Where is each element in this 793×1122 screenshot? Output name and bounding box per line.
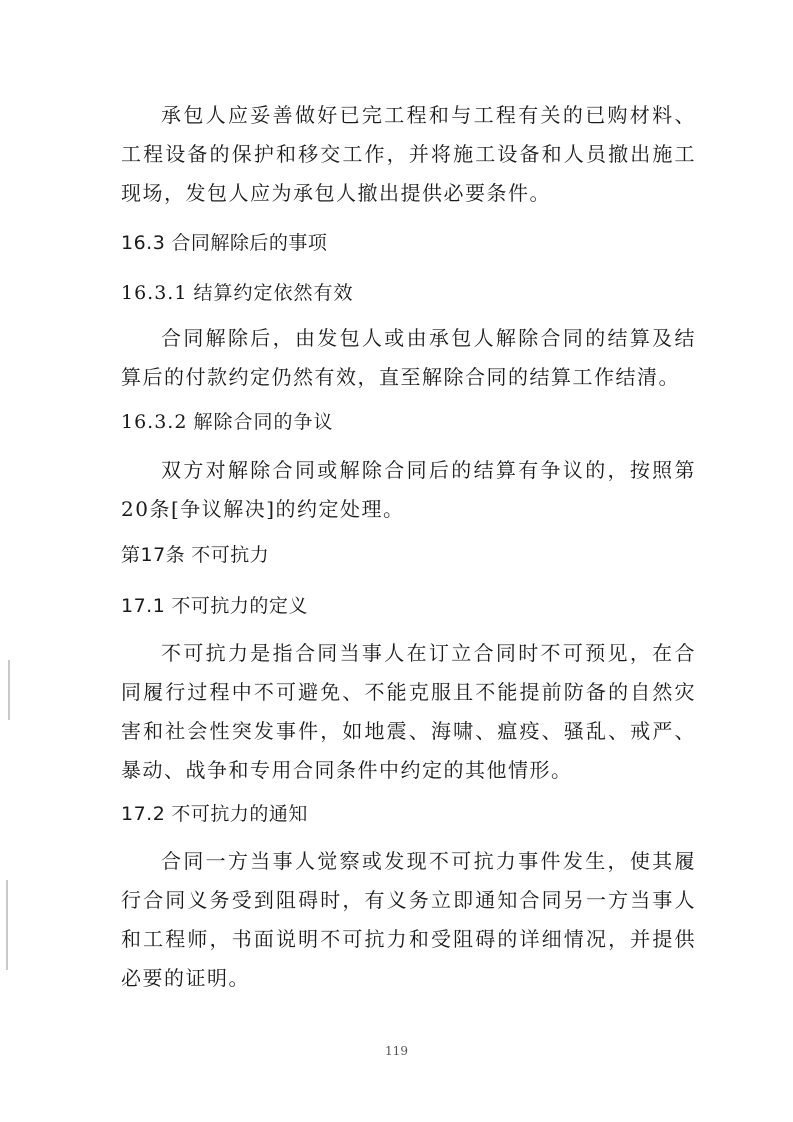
section-title: 不可抗力的通知 [171,803,308,825]
paragraph-force-majeure-definition [121,634,696,790]
section-title: 解除合同的争议 [193,411,334,433]
section-number: 16.3.2 [121,411,188,433]
section-title: 不可抗力的定义 [171,595,308,617]
page-number: 119 [385,1044,408,1058]
section-number: 16.3.1 [121,282,188,304]
section-heading-16-3-1 [121,280,353,306]
section-heading-17-2 [121,801,308,827]
article-number: 第17条 [121,544,186,566]
paragraph-settlement [121,319,696,397]
section-title: 结算约定依然有效 [193,282,354,304]
paragraph-dispute [121,451,696,529]
paragraph-text: 承包人应妥善做好已完工程和与工程有关的已购材料、工程设备的保护和移交工作，并将施工设备和人员撤出施工现场，发包人应为承包人撤出提供必要条件。 [121,103,696,205]
paragraph-force-majeure-notice [121,842,696,998]
section-number: 17.1 [121,595,166,617]
paragraph-text: 合同解除后，由发包人或由承包人解除合同的结算及结算后的付款约定仍然有效，直至解除合同的结算工作结清。 [121,326,696,389]
section-heading-16-3-2 [121,409,333,435]
paragraph-text: 双方对解除合同或解除合同后的结算有争议的，按照第20条[争议解决]的约定处理。 [121,458,696,521]
paragraph-text: 不可抗力是指合同当事人在订立合同时不可预见，在合同履行过程中不可避免、不能克服且不能提前防备的自然灾害和社会性突发事件，如地震、海啸、瘟疫、骚乱、戒严、暴动、战争和专用合同条件中约定的其他情形。 [121,641,696,782]
article-title: 不可抗力 [191,544,270,566]
section-number: 16.3 [121,232,166,254]
section-heading-17-1 [121,593,308,619]
scan-edge-mark [6,880,8,970]
section-heading-16-3 [121,230,327,256]
article-heading-17 [121,542,269,568]
paragraph-handover [121,96,696,213]
section-number: 17.2 [121,803,166,825]
section-title: 合同解除后的事项 [171,232,328,254]
paragraph-text: 合同一方当事人觉察或发现不可抗力事件发生，使其履行合同义务受到阻碍时，有义务立即通知合同另一方当事人和工程师，书面说明不可抗力和受阻碍的详细情况，并提供必要的证明。 [121,849,696,990]
scan-edge-mark [8,660,10,720]
